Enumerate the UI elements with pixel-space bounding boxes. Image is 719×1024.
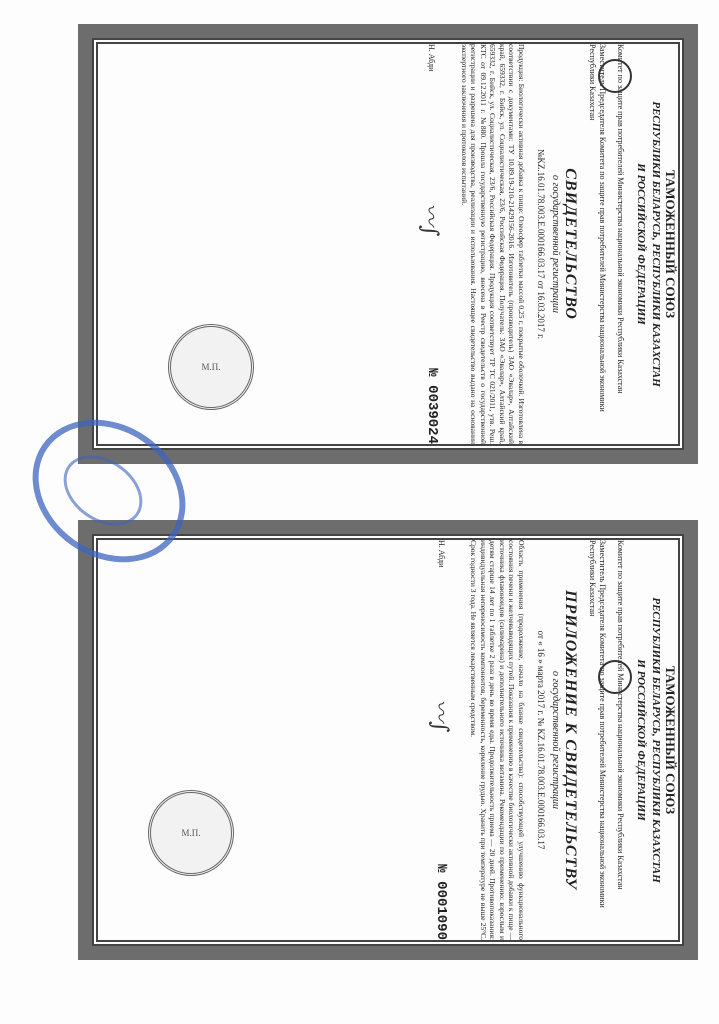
official-seal — [148, 790, 234, 876]
issuing-authority: Комитет по защите прав потребителей Министерства национальной экономики Республики Казахстан — [616, 540, 625, 890]
appendix-form — [78, 520, 698, 960]
certificate-title: СВИДЕТЕЛЬСТВО — [562, 168, 579, 320]
customs-union-emblem-icon — [598, 59, 632, 93]
header-line-2: РЕСПУБЛИКИ БЕЛАРУСЬ, РЕСПУБЛИКИ КАЗАХСТАН — [650, 597, 662, 883]
appendix-content — [98, 540, 678, 940]
issuing-authority: Комитет по защите прав потребителей Министерства национальной экономики Республики Казахстан — [616, 44, 625, 394]
signer-name: Н. Абди — [437, 540, 446, 568]
certificate-body-text: Продукция: Биологически активная добавка к пище: Олеосфер таблетки массой 0,25 г, покрытые оболочкой. Изготовлена в соответствии с документами: ТУ 10.89.19-210-21429156-2016. Изготовитель (производитель) ЗАО «Эвалар», Алтайский край, 659332, г. Бийск, ул. Социалистическая, 23/6, Российская Федерация. Получатель: ЗАО «Эвалар», Алтайский край, 659332, г. Бийск, ул. Социалистическая, 23/6, Российская Федерация. Продукция соответствует ТР ТС 021/2011, утв. Реш. КТС от 09.12.2011 г. №880. Прошла государственную регистрацию, внесена в Реестр свидетельств о государственной регистрации и разрешена для производства, реализации и использования. Настоящее свидетельство выдано на основании экспертного заключения и протоколов испытаний. — [460, 44, 526, 444]
deputy-chair: Заместитель Председателя Комитета по защите прав потребителей Министерства национальной экономики Республики Казахстан — [588, 44, 607, 412]
official-seal — [168, 324, 254, 410]
appendix-number-date: от « 16 » марта 2017 г. № KZ.16.01.78.003.E.000166.03.17 — [536, 630, 546, 850]
deputy-chair: Заместитель Председателя Комитета по защите прав потребителей Министерства национальной экономики Республики Казахстан — [588, 540, 607, 908]
signer-name: Н. Абди — [427, 44, 437, 72]
seal-label: М.П. — [181, 828, 201, 838]
appendix-body-text: Область применения (продолжение, начало на бланке свидетельства): способствующей улучшению функционального состояния печени и желчевыводящих путей. Показания к применению в качестве биологически активной добавки к пище — источника флавоноидов (силимарина) и дополнительного источника витамина. Рекомендации по применению: взрослым и детям старше 14 лет по 1 таблетке 2 раза в день во время еды. Продолжительность приема — 20 дней. Противопоказания: индивидуальная непереносимость компонентов, беременность, кормление грудью. Хранить при температуре не выше 25°С. Срок годности 3 года. Не является лекарственным средством. — [469, 540, 526, 940]
serial-number: № 0001090 — [433, 864, 450, 940]
signature-block — [426, 540, 457, 940]
seal-label: М.П. — [201, 362, 221, 372]
handwritten-signature: 〰∫ — [417, 203, 443, 237]
header-line-2: РЕСПУБЛИКИ БЕЛАРУСЬ, РЕСПУБЛИКИ КАЗАХСТАН — [650, 101, 662, 387]
header-line-1: ТАМОЖЕННЫЙ СОЮЗ — [663, 169, 678, 319]
appendix-panel — [92, 534, 684, 946]
certificate-subtitle: о государственной регистрации — [550, 174, 561, 314]
handwritten-signature: 〰∫ — [427, 699, 452, 733]
appendix-subtitle: о государственной регистрации — [550, 670, 561, 810]
certificate-form — [78, 24, 698, 464]
customs-union-emblem-icon — [598, 660, 632, 694]
header-line-3: И РОССИЙСКОЙ ФЕДЕРАЦИИ — [635, 163, 647, 325]
signature-block — [417, 44, 448, 444]
appendix-title: ПРИЛОЖЕНИЕ К СВИДЕТЕЛЬСТВУ — [562, 590, 579, 890]
registration-number: №KZ.16.01.78.003.E.000166.03.17 от 16.03.2017 г. — [536, 148, 546, 340]
serial-number: № 0039024 — [424, 368, 440, 444]
header-line-1: ТАМОЖЕННЫЙ СОЮЗ — [663, 665, 678, 815]
appendix-header — [633, 540, 678, 940]
certificate-header — [633, 44, 678, 444]
header-line-3: И РОССИЙСКОЙ ФЕДЕРАЦИИ — [635, 659, 647, 821]
